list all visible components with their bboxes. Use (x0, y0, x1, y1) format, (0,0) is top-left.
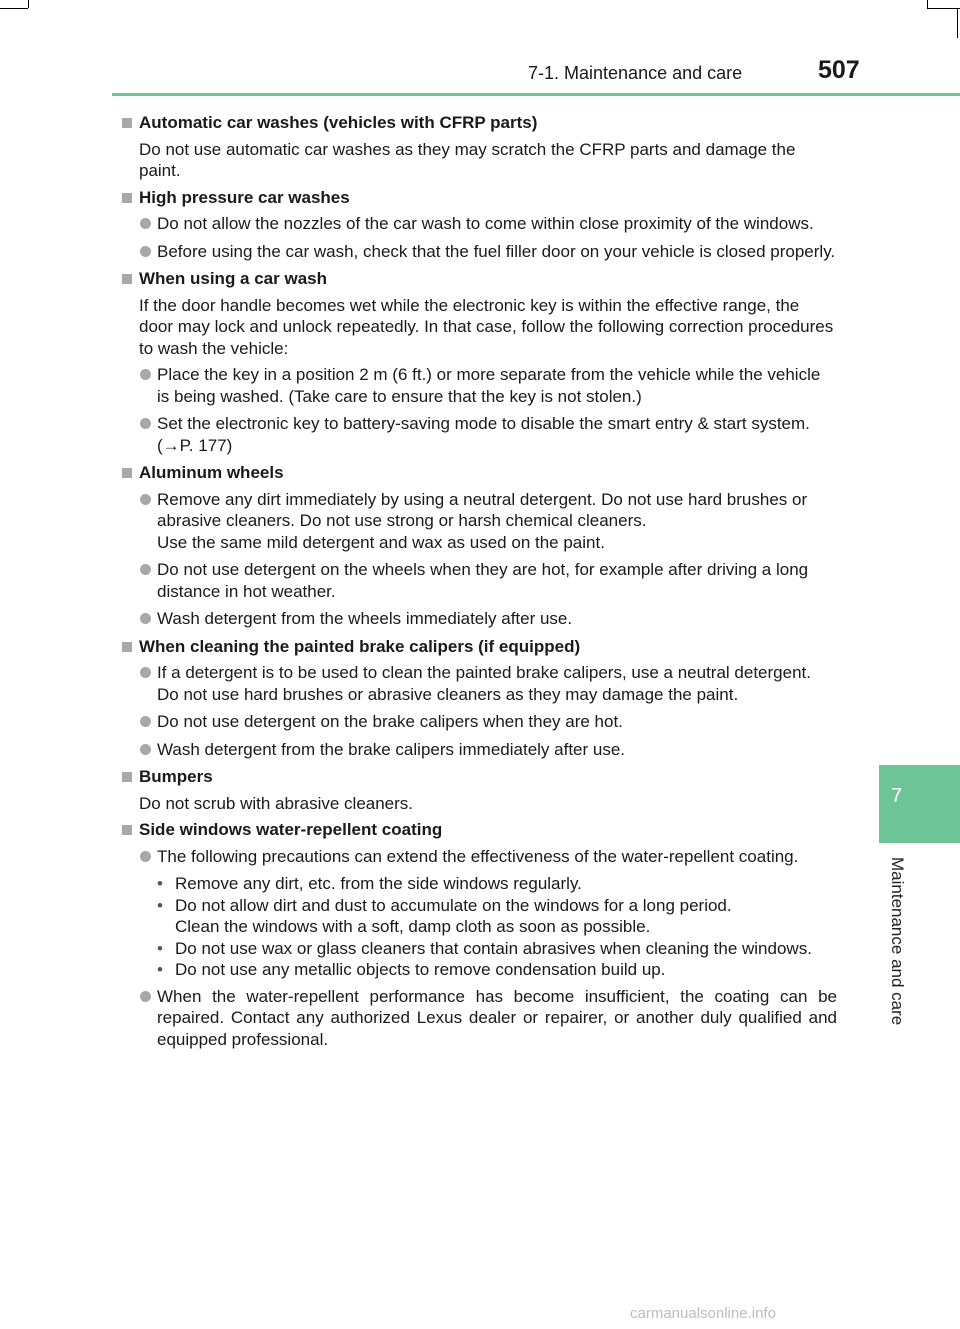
section-heading: When cleaning the painted brake calipers (if equipped) (121, 636, 837, 658)
page-number: 507 (818, 56, 860, 84)
bullet-item (121, 489, 837, 554)
crop-mark (927, 0, 928, 8)
section-heading: Aluminum wheels (121, 462, 837, 484)
sub-item-text: • Do not allow dirt and dust to accumulate on the windows for a long period. (175, 895, 732, 915)
crop-mark (0, 8, 28, 9)
bullet-text-extra: Use the same mild detergent and wax as used on the paint. (157, 532, 605, 552)
section-heading: High pressure car washes (121, 187, 837, 209)
section-heading: Bumpers (121, 766, 837, 788)
header-rule (112, 93, 960, 96)
bullet-item: Before using the car wash, check that the fuel filler door on your vehicle is closed properly. (121, 241, 837, 263)
section-title: 7-1. Maintenance and care (528, 63, 743, 83)
sub-item (121, 895, 837, 938)
section-heading: Side windows water-repellent coating (121, 819, 837, 841)
sub-item: • Do not use wax or glass cleaners that contain abrasives when cleaning the windows. (121, 938, 837, 960)
bullet-item: Do not allow the nozzles of the car wash to come within close proximity of the windows. (121, 213, 837, 235)
bullet-item: Place the key in a position 2 m (6 ft.) or more separate from the vehicle while the vehicle is being washed. (Take care to ensure that the key is not stolen.) (121, 364, 837, 407)
sub-list (121, 873, 837, 981)
chapter-title: Maintenance and care (888, 857, 907, 1026)
watermark: carmanualsonline.info (630, 1305, 776, 1322)
section-paragraph: Do not use automatic car washes as they may scratch the CFRP parts and damage the paint. (139, 139, 796, 180)
crop-mark (957, 8, 958, 38)
bullet-item: If a detergent is to be used to clean the painted brake calipers, use a neutral detergent. Do not use hard brushes or abrasive cleaners as they may damage the paint. (121, 662, 837, 705)
crop-mark (28, 0, 29, 8)
bullet-item: Do not use detergent on the wheels when they are hot, for example after driving a long distance in hot weather. (121, 559, 837, 602)
chapter-label (879, 857, 914, 1047)
crop-mark (927, 8, 960, 9)
bullet-item: Do not use detergent on the brake calipers when they are hot. (121, 711, 837, 733)
section-heading: Automatic car washes (vehicles with CFRP parts) (121, 112, 837, 134)
page-content (121, 107, 837, 1056)
section-heading: When using a car wash (121, 268, 837, 290)
sub-item: • Remove any dirt, etc. from the side windows regularly. (121, 873, 837, 895)
bullet-item: Wash detergent from the brake calipers immediately after use. (121, 739, 837, 761)
bullet-text: Remove any dirt immediately by using a neutral detergent. Do not use hard brushes or abrasive cleaners. Do not use strong or harsh chemical cleaners. (157, 489, 808, 530)
sub-item-text-extra: Clean the windows with a soft, damp cloth as soon as possible. (175, 917, 651, 936)
sub-item: • Do not use any metallic objects to remove condensation build up. (121, 959, 837, 981)
chapter-number: 7 (890, 785, 903, 807)
bullet-item: The following precautions can extend the effectiveness of the water-repellent coating. (121, 846, 837, 868)
bullet-item: Set the electronic key to battery-saving mode to disable the smart entry & start system. (→P. 177) (121, 413, 837, 456)
bullet-item: Wash detergent from the wheels immediately after use. (121, 608, 837, 630)
bullet-item: When the water-repellent performance has become insufficient, the coating can be repaired. Contact any authorized Lexus dealer or repairer, or another duly qualified and equipped professional. (121, 986, 837, 1051)
section-paragraph: Do not scrub with abrasive cleaners. (139, 793, 414, 813)
section-paragraph: If the door handle becomes wet while the electronic key is within the effective range, the door may lock and unlock repeatedly. In that case, follow the following correction procedures to wash the vehicle: (139, 295, 834, 358)
